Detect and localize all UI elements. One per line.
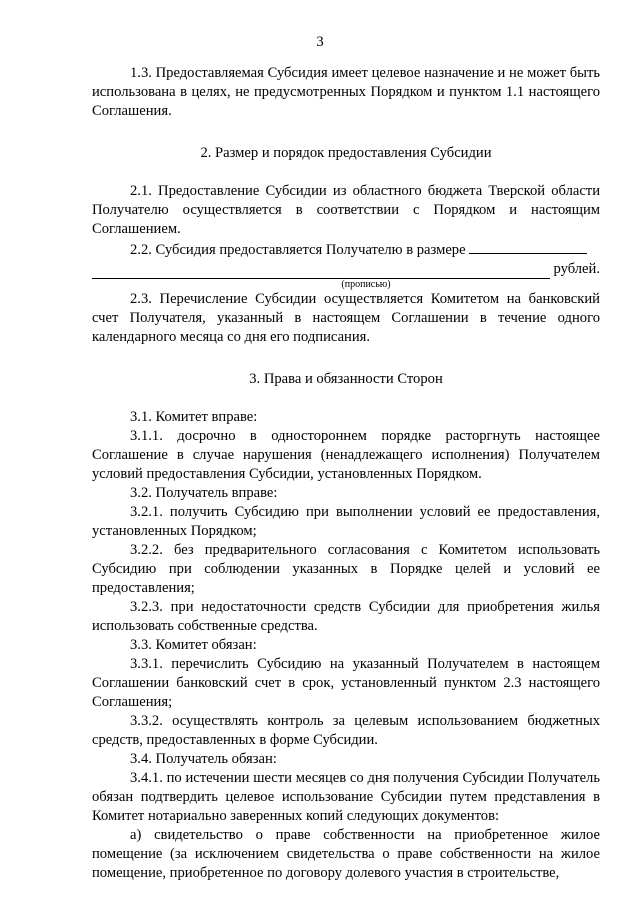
page-number: 3 [316,34,324,50]
clause-2-2-text: 2.2. Субсидия предоставляется Получателю в размере [130,242,466,258]
clause-3-2-3: 3.2.3. при недостаточности средств Субсидии для приобретения жилья использовать собственные средства. [92,599,600,634]
section-2-heading: 2. Размер и порядок предоставления Субсидии [200,145,492,161]
clause-3-3: 3.3. Комитет обязан: [130,637,257,653]
clause-3-1-1: 3.1.1. досрочно в одностороннем порядке расторгнуть настоящее Соглашение в случае нарушения (ненадлежащего исполнения) Получателем условий предоставления Субсидии, установленных Порядком. [92,428,600,482]
amount-blank [469,239,587,254]
amount-caption: (прописью) [341,279,391,290]
clause-3-2: 3.2. Получатель вправе: [130,485,278,501]
clause-3-4: 3.4. Получатель обязан: [130,751,277,767]
clause-2-2 [92,239,600,260]
amount-words-line [92,260,600,279]
clause-2-3: 2.3. Перечисление Субсидии осуществляется Комитетом на банковский счет Получателя, указанный в настоящем Соглашении в течение одного календарного месяца со дня его подписания. [92,291,600,345]
currency-label: рублей. [553,261,600,277]
clause-1-3: 1.3. Предоставляемая Субсидия имеет целевое назначение и не может быть использована в целях, не предусмотренных Порядком и пунктом 1.1 настоящего Соглашения. [92,65,600,119]
clause-3-3-1: 3.3.1. перечислить Субсидию на указанный Получателем в настоящем Соглашении банковский счет в срок, установленный пунктом 2.3 настоящего Соглашения; [92,656,600,710]
clause-2-1: 2.1. Предоставление Субсидии из областного бюджета Тверской области Получателю осуществляется в соответствии с Порядком и настоящим Соглашением. [92,183,600,237]
section-3-heading: 3. Права и обязанности Сторон [249,371,443,387]
clause-3-2-1: 3.2.1. получить Субсидию при выполнении условий ее предоставления, установленных Порядком; [92,504,600,539]
amount-words-blank [92,263,550,279]
clause-3-2-2: 3.2.2. без предварительного согласования с Комитетом использовать Субсидию при соблюдении указанных в Порядке целей и условий ее предоставления; [92,542,600,596]
clause-3-1: 3.1. Комитет вправе: [130,409,258,425]
document-body [92,0,600,883]
clause-3-3-2: 3.3.2. осуществлять контроль за целевым использованием бюджетных средств, предоставленных в форме Субсидии. [92,713,600,748]
clause-a: а) свидетельство о праве собственности на приобретенное жилое помещение (за исключением свидетельства о праве собственности на жилое помещение, приобретенное по договору долевого участия в строительстве, [92,827,600,881]
clause-3-4-1: 3.4.1. по истечении шести месяцев со дня получения Субсидии Получатель обязан подтвердить целевое использование Субсидии путем представления в Комитет нотариально заверенных копий следующих документов: [92,770,600,824]
